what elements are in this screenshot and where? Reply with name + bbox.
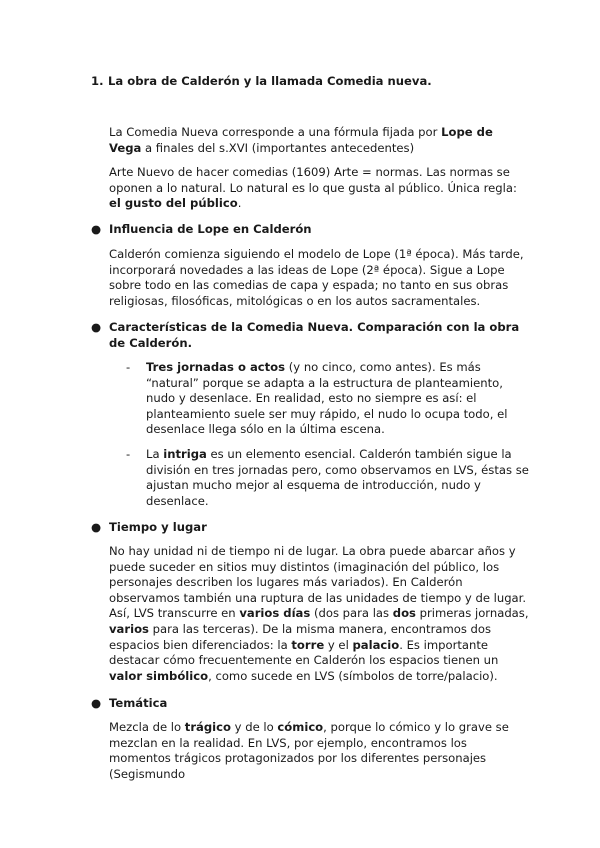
text-run: . Es importante destacar cómo frecuentemente en Calderón los espacios tienen un <box>109 637 499 668</box>
bullet-title: Tiempo y lugar <box>109 520 207 534</box>
text-run: y de lo <box>231 720 278 734</box>
bold-run: cómico <box>277 720 324 734</box>
bullet-icon: ● <box>91 222 102 236</box>
text-run: , como sucede en LVS (símbolos de torre/palacio). <box>208 668 498 683</box>
section-number: 1. <box>91 74 104 88</box>
bullet-title: Características de la Comedia Nueva. Comparación con la obra de Calderón. <box>109 320 520 350</box>
text-run: (dos para las <box>310 606 393 621</box>
paragraph-tiempo <box>109 544 529 684</box>
text-run: (y no cinco, como antes). Es más “natural” porque se adapta a la estructura de planteamiento, nudo y desenlace. En realidad, esto no siempre es así: el planteamiento suele ser muy rápido, el nudo lo ocupa todo, el desenlace llega sólo en la última escena. <box>146 360 508 437</box>
text-run: La <box>146 447 164 461</box>
text-run: primeras jornadas, <box>415 606 529 621</box>
text-run: . <box>237 196 242 211</box>
paragraph-influencia: Calderón comienza siguiendo el modelo de Lope (1ª época). Más tarde, incorporará novedades a las ideas de Lope (2ª época). Sigue a Lope sobre todo en las comedias de capa y espada; no tanto en sus obras religiosas, filosóficas, mitológicas o en los autos sacramentales. <box>109 247 524 308</box>
text-run: a finales del s.XVI (importantes antecedentes) <box>141 140 415 155</box>
text-run: La Comedia Nueva corresponde a una fórmula fijada por <box>109 125 442 139</box>
bold-run: dos <box>392 606 416 621</box>
text-run: para las terceras). De la misma manera, encontramos dos espacios bien diferenciados: la <box>109 621 492 652</box>
bullet-title: Temática <box>109 696 168 710</box>
bold-run: torre <box>291 637 325 652</box>
text-run: y el <box>324 637 353 652</box>
bullet-icon: ● <box>91 520 102 534</box>
bold-run: el gusto del público <box>109 196 238 211</box>
text-run: es un elemento esencial. Calderón también sigue la división en tres jornadas pero, como observamos en LVS, éstas se ajustan mucho mejor al esquema de introducción, nudo y desenlace. <box>146 447 529 508</box>
dash-icon: - <box>126 447 131 461</box>
text-run: Arte Nuevo de hacer comedias (1609) Arte = normas. Las normas se oponen a lo natural. Lo natural es lo que gusta al público. Única regla: <box>109 165 517 195</box>
paragraph-arte-nuevo <box>109 165 529 212</box>
text-run: , porque lo cómico y lo grave se mezclan en la realidad. En LVS, por ejemplo, encontramos los momentos trágicos protagonizados por los diferentes personajes (Segismundo <box>109 720 509 781</box>
bold-run: trágico <box>184 720 231 734</box>
bold-run: palacio <box>352 637 400 652</box>
bold-run: Lope de Vega <box>109 125 493 155</box>
section-title: La obra de Calderón y la llamada Comedia nueva. <box>108 74 432 88</box>
bullet-title: Influencia de Lope en Calderón <box>109 222 312 236</box>
bold-run: varios <box>109 621 149 636</box>
bullet-icon: ● <box>91 696 102 710</box>
bold-run: intriga <box>163 447 207 461</box>
dash-item-text <box>146 360 531 438</box>
text-run: Mezcla de lo <box>109 720 185 734</box>
bullet-icon: ● <box>91 320 102 334</box>
bold-run: valor simbólico <box>109 668 209 683</box>
paragraph-tematica <box>109 720 529 782</box>
dash-icon: - <box>126 360 131 374</box>
bold-run: varios días <box>239 606 311 621</box>
section-heading <box>91 74 511 90</box>
bold-run: Tres jornadas o actos <box>146 360 286 374</box>
paragraph-intro <box>109 125 529 156</box>
dash-item-text <box>146 447 531 509</box>
text-run: No hay unidad ni de tiempo ni de lugar. La obra puede abarcar años y puede suceder en sitios muy distintos (imaginación del público, los personajes describen los lugares más variados). En Calderón observamos también una ruptura de las unidades de tiempo y de lugar. Así, LVS transcurre en <box>109 544 527 621</box>
